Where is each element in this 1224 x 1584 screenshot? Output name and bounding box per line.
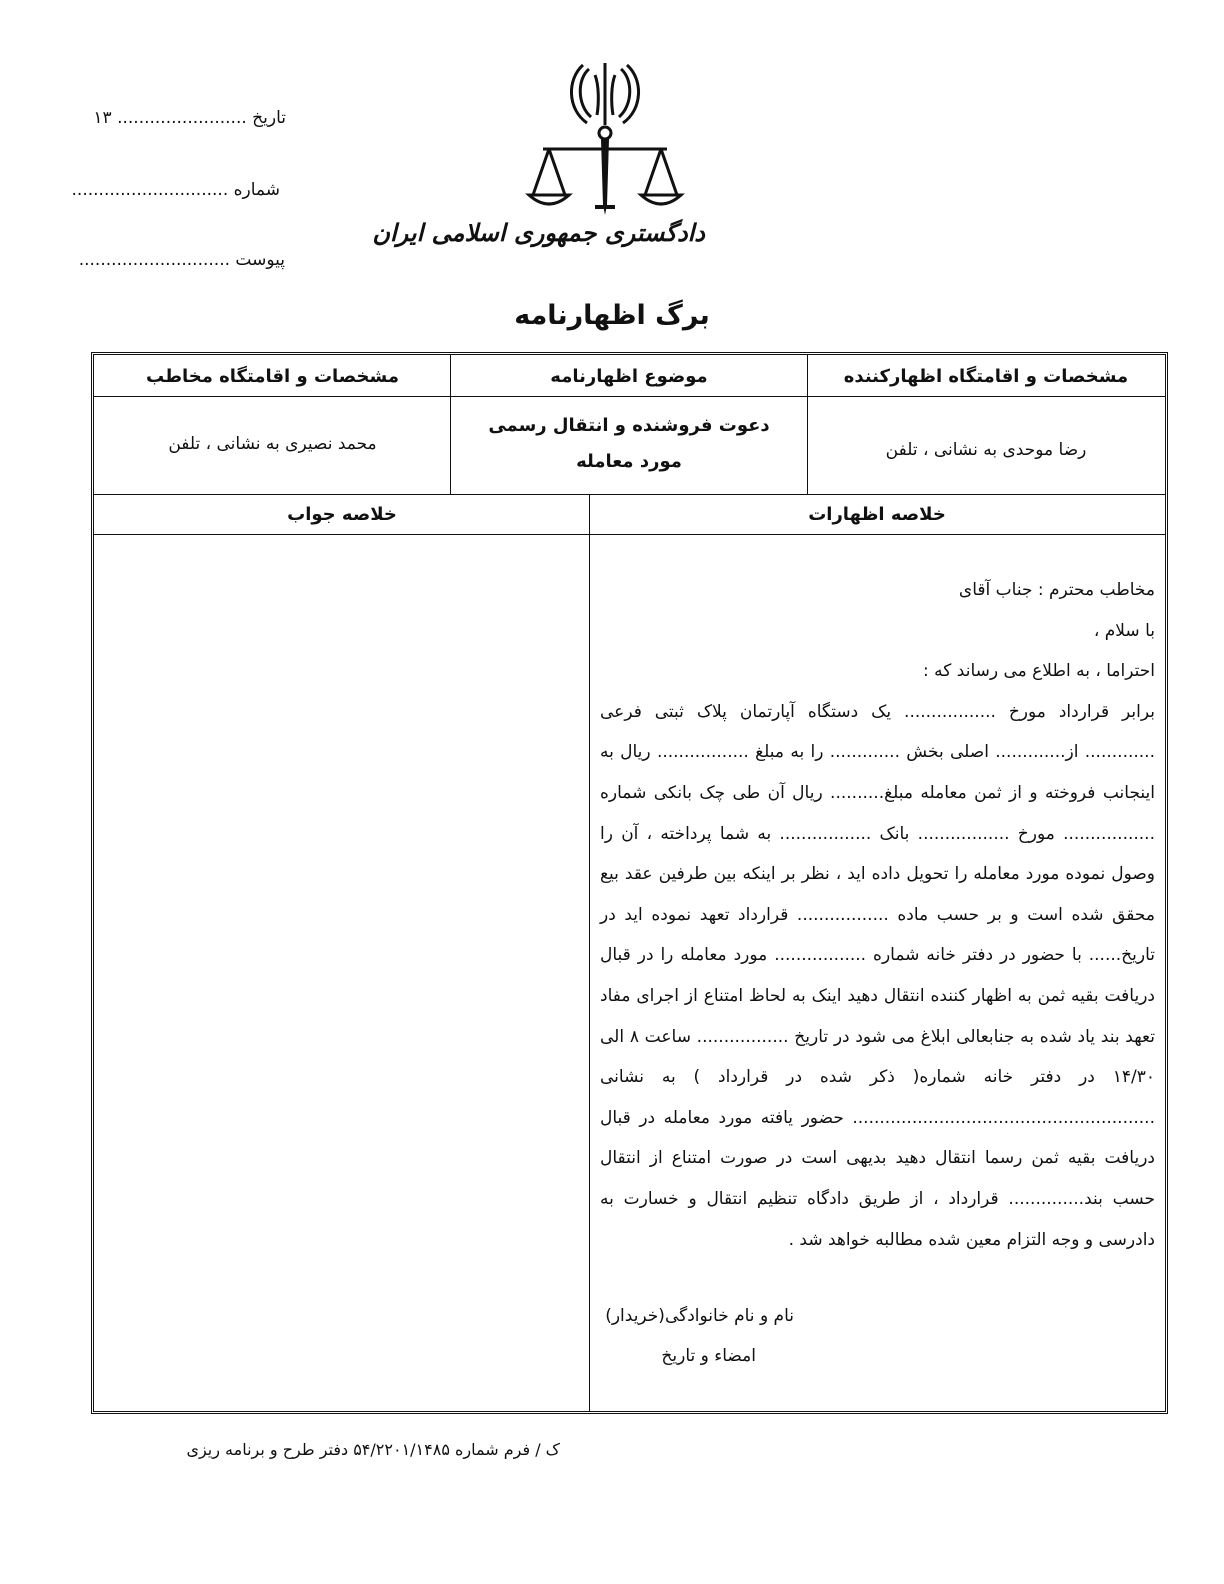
statement-body [600,570,1155,1260]
signature-name: نام و نام خانوادگی(خریدار) [605,1306,794,1326]
number-field: شماره ............................. [71,180,280,200]
table-rule [94,534,1165,535]
addressee-header: مشخصات و اقامتگاه مخاطب [146,366,399,387]
declarant-info: رضا موحدی به نشانی ، تلفن [885,440,1087,460]
table-rule [94,396,1165,397]
attachment-field: پیوست ............................ [78,250,285,270]
signature-date: امضاء و تاریخ [661,1346,756,1366]
addressee-info: محمد نصیری به نشانی ، تلفن [168,434,377,454]
summary-header: خلاصه اظهارات [808,504,946,525]
page-title: برگ اظهارنامه [514,300,710,331]
subject-header: موضوع اظهارنامه [550,366,708,387]
greeting-line: مخاطب محترم : جناب آقای [958,580,1155,600]
reply-header: خلاصه جواب [287,504,397,525]
table-rule [94,494,1165,495]
date-field: تاریخ ........................ ۱۳ [93,108,286,128]
salutation-line: با سلام ، [1093,620,1155,641]
declarant-header: مشخصات و اقامتگاه اظهارکننده [843,366,1129,387]
table-rule [589,494,590,1411]
intro-line: احتراما ، به اطلاع می رساند که : [923,661,1155,682]
emblem-caption: دادگستری جمهوری اسلامی ایران [372,218,705,247]
subject-text: دعوت فروشنده و انتقال رسمی مورد معامله [488,415,770,472]
form-footer: ک / فرم شماره ۵۴/۲۲۰۱/۱۴۸۵ دفتر طرح و برنامه ریزی [186,1440,560,1459]
judiciary-emblem-icon [525,55,685,225]
statement-paragraph: برابر قرارداد مورخ ................. یک دستگاه آپارتمان پلاک ثبتی فرعی ............. از............. اصلی بخش ............. را به مبلغ ................. ریال به اینجانب فروخته و از ثمن معامله مبلغ.......... ریال آن طی چک بانکی شماره ................. مورخ ................. بانک ................. به شما پرداخته ، آن را وصول نموده مورد معامله را تحویل داده اید ، نظر بر اینکه بین طرفین عقد بیع محقق شده است و بر حسب ماده ................. قرارداد تعهد نموده اید در تاریخ...... با حضور در دفتر خانه شماره ................. مورد معامله را در قبال دریافت بقیه ثمن به اظهار کننده انتقال دهید اینک به لحاظ امتناع از اجرای مفاد تعهد بند یاد شده به جنابعالی ابلاغ می شود در تاریخ ................. ساعت ۸ الی ۱۴/۳۰ در دفتر خانه شماره( ذکر شده در قرارداد ) به نشانی ........................................................ حضور یافته مورد معامله در قبال دریافت بقیه ثمن رسما انتقال دهید بدیهی است در صورت امتناع از انتقال حسب بند.............. قرارداد ، از طریق دادگاه تنظیم انتقال و خسارت به دادرسی و وجه التزام معین شده مطالبه خواهد شد . [600,701,1155,1250]
